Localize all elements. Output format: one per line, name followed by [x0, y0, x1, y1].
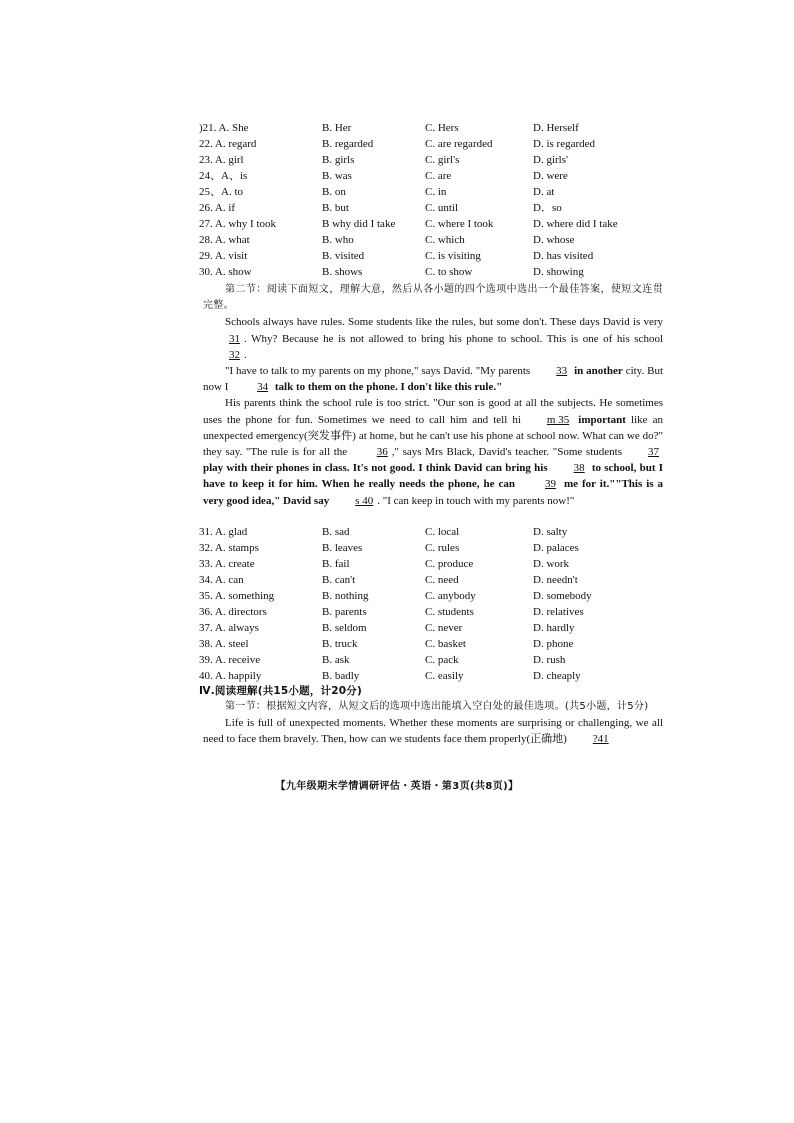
option-row-26: [199, 200, 669, 216]
option-row-25: [199, 184, 669, 200]
text: . Why? Because he is not allowed to bring his phone to school. This is one of his school: [244, 332, 663, 345]
option-c: C. to show: [425, 266, 473, 278]
option-a: 23. A. girl: [199, 154, 244, 166]
option-row-21: [199, 120, 669, 136]
option-row-40: [199, 668, 669, 684]
option-d: D. needn't: [533, 574, 578, 586]
text: Schools always have rules. Some students like the rules, but some don't. These days David is very: [225, 316, 663, 329]
option-c: C. easily: [425, 670, 464, 682]
option-b: B. leaves: [322, 542, 363, 554]
blank-38: 38: [573, 462, 585, 475]
option-a: 27. A. why I took: [199, 218, 276, 230]
option-b: B. was: [322, 170, 352, 182]
option-d: D. is regarded: [533, 138, 596, 150]
option-a: 26. A. if: [199, 202, 236, 214]
option-row-30: [199, 264, 669, 280]
cloze-passage: [203, 282, 663, 509]
option-a: 37. A. always: [199, 622, 259, 634]
option-b: B. girls: [322, 154, 355, 166]
option-a: 34. A. can: [199, 574, 244, 586]
text: His parents think the school rule is too strict. "Our son is good at all the subjects. He sometimes uses the phone for fun. Sometimes we need to call him and tell hi: [203, 397, 663, 426]
option-a: 29. A. visit: [199, 250, 248, 262]
option-c: C. in: [425, 186, 447, 198]
option-a: 36. A. directors: [199, 606, 267, 618]
reading-section-title: Ⅳ.阅读理解(共15小题，计20分): [199, 685, 362, 697]
option-b: B. badly: [322, 670, 360, 682]
option-c: C. are: [425, 170, 452, 182]
option-d: D. work: [533, 558, 570, 570]
option-row-27: [199, 216, 669, 232]
option-d: D. where did I take: [533, 218, 618, 230]
option-b: B. nothing: [322, 590, 369, 602]
option-b: B. seldom: [322, 622, 367, 634]
text: to school, but I have to keep it for him. When he really needs the phone, he can: [203, 462, 664, 491]
option-row-32: [199, 540, 669, 556]
reading-paragraph-1: [203, 715, 663, 747]
option-c: C. is visiting: [425, 250, 481, 262]
reading-passage: [203, 699, 663, 748]
option-c: C. where I took: [425, 218, 494, 230]
option-row-22: [199, 136, 669, 152]
blank-36: 36: [376, 446, 388, 459]
option-row-35: [199, 588, 669, 604]
section2-instruction: 第二节：阅读下面短文，理解大意，然后从各小题的四个选项中选出一个最佳答案，使短文连贯完整。: [203, 284, 663, 312]
page-footer: 【九年级期末学情调研评估・英语・第3页(共8页)】: [275, 781, 519, 792]
option-b: B. who: [322, 234, 354, 246]
option-a: 25、A. to: [199, 186, 243, 198]
option-row-33: [199, 556, 669, 572]
option-d: D. relatives: [533, 606, 584, 618]
option-row-24: [199, 168, 669, 184]
option-b: B. sad: [322, 526, 350, 538]
option-d: D. rush: [533, 654, 566, 666]
option-b: B why did I take: [322, 218, 396, 230]
option-b: B. Her: [322, 122, 352, 134]
blank-40: s 40: [355, 494, 374, 507]
text: "I have to talk to my parents on my phone," says David. "My parents: [225, 365, 531, 378]
options-21-30: [199, 120, 669, 280]
option-d: D. showing: [533, 266, 584, 278]
option-row-36: [199, 604, 669, 620]
option-c: C. until: [425, 202, 459, 214]
option-c: C. local: [425, 526, 460, 538]
option-d: D．so: [533, 202, 562, 214]
option-b: B. ask: [322, 654, 350, 666]
option-d: D. at: [533, 186, 555, 198]
option-c: C. Hers: [425, 122, 459, 134]
blank-37: 37: [647, 446, 659, 459]
option-row-28: [199, 232, 669, 248]
option-c: C. which: [425, 234, 465, 246]
option-b: B. can't: [322, 574, 356, 586]
option-c: C. girl's: [425, 154, 460, 166]
option-c: C. rules: [425, 542, 460, 554]
blank-41: ?41: [592, 733, 609, 746]
option-a: 35. A. something: [199, 590, 275, 602]
option-b: B. truck: [322, 638, 358, 650]
option-b: B. fail: [322, 558, 350, 570]
text: like an unexpected emergency(突发事件) at home, but he can't use his phone at school now. What can we do?" they say. "The rule is for all the: [203, 413, 663, 459]
text: city. But now I: [203, 365, 663, 394]
option-b: B. regarded: [322, 138, 374, 150]
option-row-34: [199, 572, 669, 588]
option-row-38: [199, 636, 669, 652]
option-a: 28. A. what: [199, 234, 250, 246]
option-c: C. need: [425, 574, 459, 586]
text: play with their phones in class. It's not good. I think David can bring his: [203, 462, 548, 475]
blank-31: 31: [229, 332, 240, 345]
option-d: D. has visited: [533, 250, 594, 262]
passage-paragraph-2: [203, 363, 663, 395]
blank-32: 32: [229, 348, 240, 361]
blank-33: 33: [556, 365, 568, 378]
options-31-40: [199, 524, 669, 684]
passage-paragraph-3: [203, 395, 663, 508]
option-d: D. phone: [533, 638, 574, 650]
text: important: [578, 413, 626, 426]
option-row-39: [199, 652, 669, 668]
text: .: [244, 348, 247, 361]
option-b: B. but: [322, 202, 349, 214]
option-d: D. hardly: [533, 622, 575, 634]
option-a: 40. A. happily: [199, 670, 262, 682]
passage-paragraph-1: [203, 314, 663, 363]
option-row-37: [199, 620, 669, 636]
option-d: D. cheaply: [533, 670, 581, 682]
option-c: C. anybody: [425, 590, 476, 602]
option-a: 38. A. steel: [199, 638, 249, 650]
option-b: B. parents: [322, 606, 367, 618]
option-a: 22. A. regard: [199, 138, 257, 150]
option-b: B. visited: [322, 250, 365, 262]
option-d: D. palaces: [533, 542, 579, 554]
option-b: B. shows: [322, 266, 363, 278]
text: talk to them on the phone. I don't like this rule.": [274, 381, 503, 394]
blank-34: 34: [257, 381, 269, 394]
option-b: B. on: [322, 186, 346, 198]
option-d: D. Herself: [533, 122, 579, 134]
option-c: C. never: [425, 622, 463, 634]
option-c: C. are regarded: [425, 138, 493, 150]
option-a: 32. A. stamps: [199, 542, 259, 554]
option-a: 31. A. glad: [199, 526, 248, 538]
option-row-29: [199, 248, 669, 264]
option-a: 24、A、is: [199, 170, 248, 182]
text: me for it.""This is a very good idea," David say: [203, 478, 664, 507]
option-a: 39. A. receive: [199, 654, 261, 666]
option-row-23: [199, 152, 669, 168]
option-c: C. pack: [425, 654, 459, 666]
option-a: 30. A. show: [199, 266, 252, 278]
option-d: D. were: [533, 170, 568, 182]
option-c: C. basket: [425, 638, 466, 650]
blank-35: m 35: [546, 413, 570, 426]
text: ," says Mrs Black, David's teacher. "Some students: [391, 446, 622, 459]
option-c: C. students: [425, 606, 474, 618]
blank-39: 39: [544, 478, 556, 491]
option-d: D. somebody: [533, 590, 592, 602]
option-d: D. whose: [533, 234, 575, 246]
text: . "I can keep in touch with my parents now!": [377, 494, 575, 507]
section4-instruction: 第一节：根据短文内容，从短文后的选项中选出能填入空白处的最佳选项。(共5小题，计5分): [225, 701, 649, 712]
option-row-31: [199, 524, 669, 540]
option-d: D. salty: [533, 526, 568, 538]
text: in another: [574, 365, 623, 378]
option-a: 33. A. create: [199, 558, 255, 570]
option-d: D. girls': [533, 154, 568, 166]
option-c: C. produce: [425, 558, 474, 570]
option-a: )21. A. She: [199, 122, 249, 134]
text: Life is full of unexpected moments. Whether these moments are surprising or challenging, we all need to face them bravely. Then, how can we students face them properly(正确地): [203, 717, 663, 746]
